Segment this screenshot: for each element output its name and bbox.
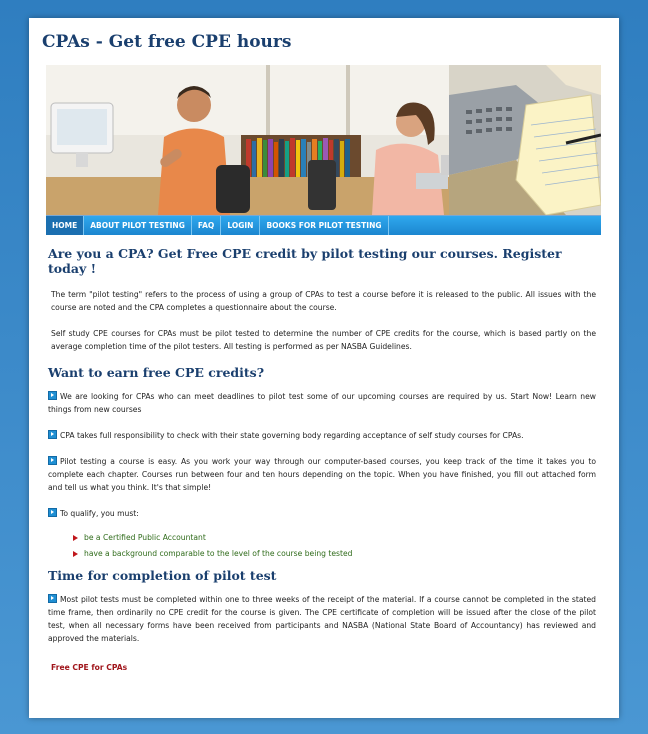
blue-arrow-square-icon bbox=[48, 430, 57, 439]
blue-arrow-square-icon bbox=[48, 391, 57, 400]
qualifications-list bbox=[48, 530, 596, 562]
blue-arrow-square-icon bbox=[48, 456, 57, 465]
list-item: be a Certified Public Accountant bbox=[73, 530, 596, 546]
main-heading: Are you a CPA? Get Free CPE credit by pilot testing our courses. Register today ! bbox=[48, 246, 562, 276]
nav-home[interactable]: HOME bbox=[46, 216, 84, 235]
site-title: CPAs - Get free CPE hours bbox=[42, 32, 292, 52]
earn-paragraph-3: Pilot testing a course is easy. As you work your way through our computer-based courses, you keep track of the time it takes you to complete each chapter. Courses run between four and ten hours depending on the topic. When you have finished, you fill out attached form and tell us what you think. It's that simple! bbox=[48, 457, 596, 492]
nav-login[interactable]: LOGIN bbox=[221, 216, 260, 235]
self-study-paragraph: Self study CPE courses for CPAs must be pilot tested to determine the number of CPE credits for the course, which is based partly on the average completion time of the pilot testers. All testing is performed as per NASBA Guidelines. bbox=[51, 329, 596, 351]
earn-paragraph-1: We are looking for CPAs who can meet deadlines to pilot test some of our upcoming courses are required by us. Start Now! Learn new things from new courses bbox=[48, 392, 596, 414]
completion-paragraph: Most pilot tests must be completed within one to three weeks of the receipt of the material. If a course cannot be completed in the stated time frame, then ordinarily no CPE credit for the course is given. The CPE certificate of completion will be issued after the close of the pilot test, when all necessary forms have been received from participants and NASBA (National State Board of Accountancy) has reviewed and approved the materials. bbox=[48, 595, 596, 643]
header-banner-image bbox=[46, 65, 601, 216]
blue-arrow-square-icon bbox=[48, 594, 57, 603]
nav-books-for-pilot-testing[interactable]: BOOKS FOR PILOT TESTING bbox=[260, 216, 388, 235]
intro-paragraph: The term "pilot testing" refers to the process of using a group of CPAs to test a course before it is released to the public. All issues with the course are noted and the CPA completes a questionnaire about the course. bbox=[51, 290, 596, 312]
qualify-paragraph: To qualify, you must: bbox=[48, 507, 596, 520]
nav-faq[interactable]: FAQ bbox=[192, 216, 221, 235]
main-navigation bbox=[46, 216, 601, 235]
blue-arrow-square-icon bbox=[48, 508, 57, 517]
red-triangle-icon bbox=[73, 535, 78, 541]
earn-credits-heading: Want to earn free CPE credits? bbox=[48, 365, 265, 380]
main-content bbox=[48, 246, 596, 674]
list-item: have a background comparable to the level of the course being tested bbox=[73, 546, 596, 562]
red-triangle-icon bbox=[73, 551, 78, 557]
earn-paragraph-2: CPA takes full responsibility to check with their state governing body regarding acceptance of self study courses for CPAs. bbox=[48, 429, 596, 442]
nav-about-pilot-testing[interactable]: ABOUT PILOT TESTING bbox=[84, 216, 192, 235]
free-cpe-link[interactable]: Free CPE for CPAs bbox=[51, 663, 128, 672]
completion-heading: Time for completion of pilot test bbox=[48, 568, 277, 583]
page-container bbox=[29, 18, 619, 718]
